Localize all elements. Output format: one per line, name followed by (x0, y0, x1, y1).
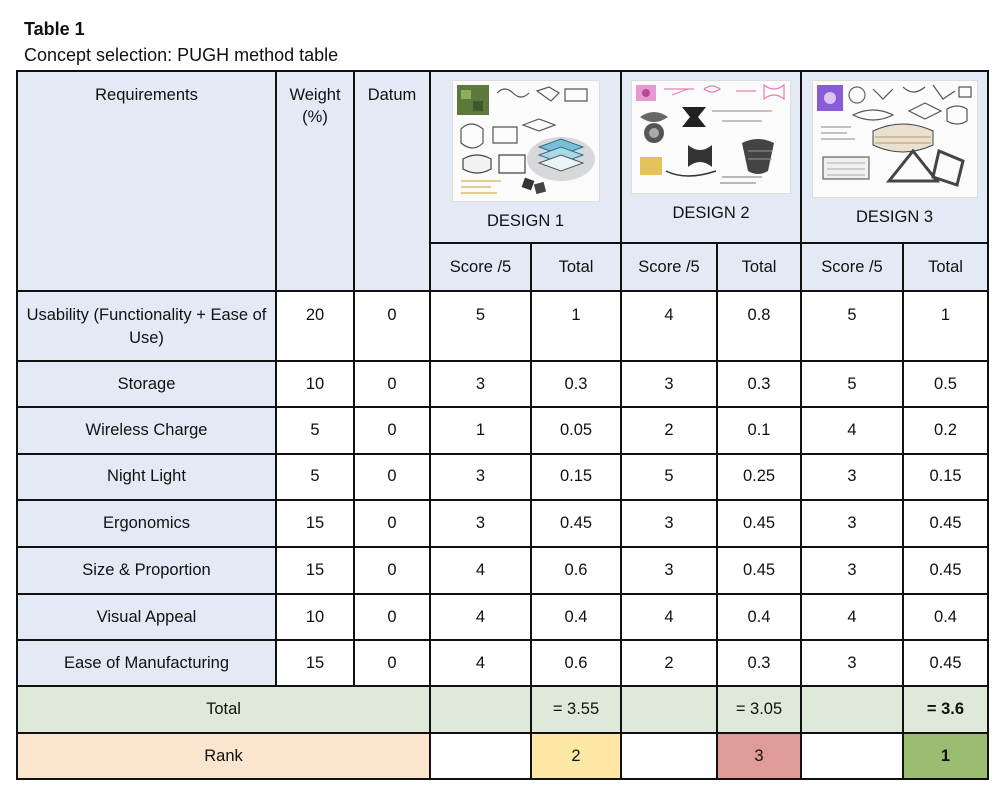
design-3-total: 0.5 (903, 361, 988, 407)
design-2-total: 0.45 (717, 547, 801, 594)
design-3-name: DESIGN 3 (855, 208, 934, 226)
design-3-total: 0.2 (903, 407, 988, 453)
rank-row-label: Rank (17, 733, 430, 779)
design-2-score: 4 (621, 291, 717, 361)
requirement-label: Size & Proportion (17, 547, 276, 594)
design-3-score: 3 (801, 454, 903, 500)
weight-value: 5 (276, 407, 354, 453)
design-1-score-header: Score /5 (430, 243, 531, 291)
design-3-header (801, 71, 988, 243)
design-2-total-spacer (621, 686, 717, 733)
design-3-grand-total: = 3.6 (903, 686, 988, 733)
design-1-score: 3 (430, 454, 531, 500)
design-2-score: 2 (621, 407, 717, 453)
datum-value: 0 (354, 640, 430, 686)
weight-value: 15 (276, 640, 354, 686)
design-1-total: 0.6 (531, 547, 621, 594)
requirement-label: Ease of Manufacturing (17, 640, 276, 686)
table-caption-text: Concept selection: PUGH method table (24, 45, 339, 65)
design-3-total: 1 (903, 291, 988, 361)
design-2-total: 0.3 (717, 361, 801, 407)
table-caption-label: Table 1 (24, 19, 85, 39)
pugh-table (16, 70, 989, 780)
design-2-header (621, 71, 801, 243)
design-3-score: 4 (801, 594, 903, 640)
design-3-score: 5 (801, 361, 903, 407)
design-1-score: 3 (430, 500, 531, 547)
weight-value: 5 (276, 454, 354, 500)
design-1-header (430, 71, 621, 243)
header-weight: Weight (%) (276, 71, 354, 291)
design-1-total: 0.3 (531, 361, 621, 407)
design-2-score: 2 (621, 640, 717, 686)
design-3-total-spacer (801, 686, 903, 733)
design-3-sketch-drawing (813, 81, 977, 197)
design-1-total: 0.15 (531, 454, 621, 500)
design-2-total: 0.45 (717, 500, 801, 547)
design-3-total: 0.45 (903, 547, 988, 594)
design-2-score: 4 (621, 594, 717, 640)
design-2-total: 0.4 (717, 594, 801, 640)
design-1-rank: 2 (531, 733, 621, 779)
design-1-total: 0.4 (531, 594, 621, 640)
design-1-score: 3 (430, 361, 531, 407)
total-row-label: Total (17, 686, 430, 733)
design-3-total: 0.15 (903, 454, 988, 500)
design-1-sketch-image (452, 80, 600, 202)
header-datum: Datum (354, 71, 430, 291)
design-3-rank: 1 (903, 733, 988, 779)
requirement-label: Night Light (17, 454, 276, 500)
design-1-score: 4 (430, 594, 531, 640)
weight-value: 15 (276, 547, 354, 594)
requirement-label: Ergonomics (17, 500, 276, 547)
weight-value: 15 (276, 500, 354, 547)
design-3-score: 5 (801, 291, 903, 361)
design-2-score: 3 (621, 500, 717, 547)
header-requirements: Requirements (17, 71, 276, 291)
design-2-rank-spacer (621, 733, 717, 779)
design-2-total: 0.25 (717, 454, 801, 500)
design-1-rank-spacer (430, 733, 531, 779)
design-3-score: 3 (801, 547, 903, 594)
design-2-score-header: Score /5 (621, 243, 717, 291)
requirement-label: Visual Appeal (17, 594, 276, 640)
design-2-total: 0.3 (717, 640, 801, 686)
design-2-sketch-image (631, 80, 791, 194)
design-3-total: 0.45 (903, 500, 988, 547)
design-3-score: 4 (801, 407, 903, 453)
datum-value: 0 (354, 291, 430, 361)
design-1-sketch-drawing (453, 81, 599, 201)
design-2-score: 3 (621, 547, 717, 594)
datum-value: 0 (354, 500, 430, 547)
design-2-total: 0.1 (717, 407, 801, 453)
design-2-score: 3 (621, 361, 717, 407)
requirement-label: Wireless Charge (17, 407, 276, 453)
design-1-total: 1 (531, 291, 621, 361)
design-2-rank: 3 (717, 733, 801, 779)
design-2-score: 5 (621, 454, 717, 500)
design-2-total: 0.8 (717, 291, 801, 361)
datum-value: 0 (354, 454, 430, 500)
datum-value: 0 (354, 407, 430, 453)
design-1-score: 4 (430, 640, 531, 686)
design-3-score: 3 (801, 640, 903, 686)
design-3-score: 3 (801, 500, 903, 547)
design-3-sketch-image (812, 80, 978, 198)
design-3-rank-spacer (801, 733, 903, 779)
design-1-total-spacer (430, 686, 531, 733)
design-1-score: 1 (430, 407, 531, 453)
design-1-grand-total: = 3.55 (531, 686, 621, 733)
design-1-score: 5 (430, 291, 531, 361)
design-1-total-header: Total (531, 243, 621, 291)
design-1-score: 4 (430, 547, 531, 594)
design-1-total: 0.05 (531, 407, 621, 453)
requirement-label: Usability (Functionality + Ease of Use) (17, 291, 276, 361)
design-1-total: 0.45 (531, 500, 621, 547)
design-3-total-header: Total (903, 243, 988, 291)
requirement-label: Storage (17, 361, 276, 407)
design-2-sketch-drawing (632, 81, 790, 193)
design-1-name: DESIGN 1 (486, 212, 565, 230)
weight-value: 10 (276, 361, 354, 407)
design-3-total: 0.45 (903, 640, 988, 686)
design-2-total-header: Total (717, 243, 801, 291)
design-1-total: 0.6 (531, 640, 621, 686)
weight-value: 20 (276, 291, 354, 361)
datum-value: 0 (354, 547, 430, 594)
datum-value: 0 (354, 594, 430, 640)
design-2-name: DESIGN 2 (672, 204, 750, 222)
weight-value: 10 (276, 594, 354, 640)
design-3-total: 0.4 (903, 594, 988, 640)
datum-value: 0 (354, 361, 430, 407)
design-2-grand-total: = 3.05 (717, 686, 801, 733)
design-3-score-header: Score /5 (801, 243, 903, 291)
